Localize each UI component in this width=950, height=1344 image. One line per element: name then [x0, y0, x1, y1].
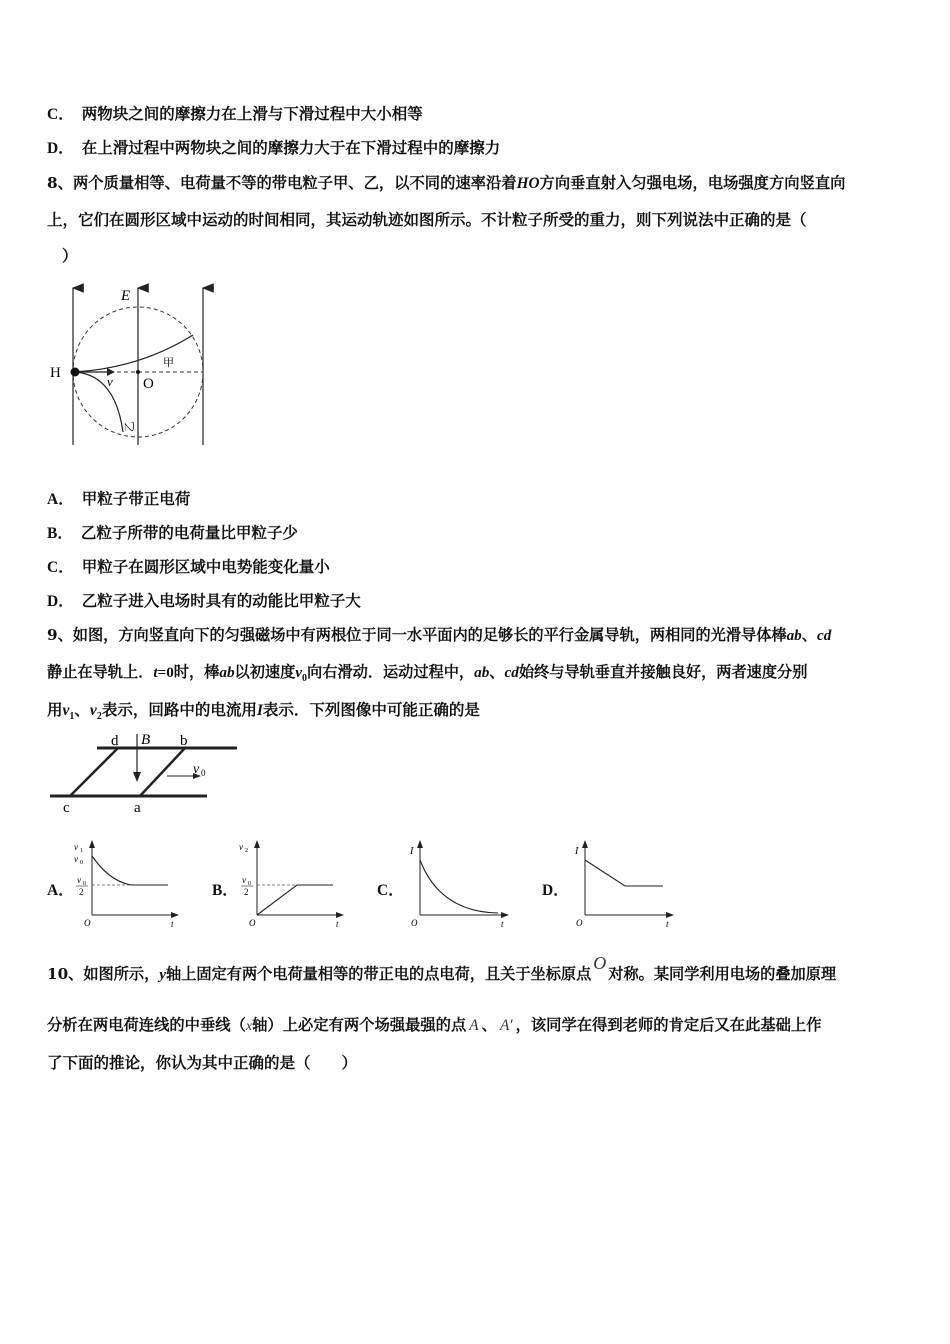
svg-text:v: v: [242, 875, 246, 885]
point-h: [71, 368, 80, 377]
label-v: v: [107, 374, 113, 389]
v2-curve: [257, 885, 333, 915]
label-jia: 甲: [163, 357, 174, 369]
svg-text:0: 0: [80, 860, 83, 866]
label-o: O: [143, 376, 154, 392]
label-v0: v: [193, 762, 200, 777]
q9-graph-d: [565, 840, 675, 928]
rod-ab: [140, 748, 185, 796]
svg-text:v: v: [239, 842, 243, 852]
q9-rails-svg: [45, 728, 245, 818]
q8-figure-svg: [45, 280, 215, 450]
q9-graph-c-letter: C．: [377, 882, 404, 899]
q8-figure: [45, 280, 215, 450]
svg-text:t: t: [666, 919, 669, 928]
q8-stem-line3: ）: [62, 246, 78, 265]
svg-text:0: 0: [248, 881, 251, 887]
q8-stem-line2: 上，它们在圆形区域中运动的时间相同，其运动轨迹如图所示。不计粒子所受的重力，则下列说法中正确的是（: [47, 210, 807, 229]
trajectory-yi: [75, 372, 123, 432]
label-b: b: [180, 733, 188, 749]
q9-rails-figure: [45, 728, 245, 818]
svg-text:2: 2: [245, 848, 248, 854]
q10-stem-line3: 了下面的推论，你认为其中正确的是（ ）: [47, 1053, 358, 1072]
v1-curve: [92, 856, 168, 885]
q9-graph-c-svg: [400, 840, 510, 928]
svg-text:2: 2: [244, 887, 249, 897]
q9-stem-line3: 用$v_1$、$v_2$表示，回路中的电流用I表示．下列图像中可能正确的是: [47, 700, 480, 723]
q9-graph-d-letter: D．: [542, 882, 569, 899]
svg-text:2: 2: [79, 887, 84, 897]
q8-stem-line1: 8、两个质量相等、电荷量不等的带电粒子甲、乙，以不同的速率沿着HO方向垂直射入匀强电场，电场强度方向竖直向: [47, 174, 846, 192]
q9-stem-line2: 静止在导轨上．t=0时，棒ab以初速度$v_0$向右滑动．运动过程中，ab、cd始终与导轨垂直并接触良好，两者速度分别: [47, 663, 808, 685]
label-h: H: [50, 365, 61, 381]
label-c: c: [63, 800, 70, 816]
label-d: d: [111, 733, 119, 749]
current-curve-c: [420, 860, 498, 913]
svg-text:1: 1: [80, 848, 83, 854]
q9-graph-a-letter: A．: [47, 882, 74, 899]
label-v0-sub: 0: [201, 768, 206, 778]
q8-option-a: A． 甲粒子带正电荷: [47, 489, 191, 508]
q9-graph-a-svg: [70, 840, 180, 928]
q7-option-c: C． 两物块之间的摩擦力在上滑与下滑过程中大小相等: [47, 104, 423, 123]
svg-text:v: v: [74, 842, 78, 852]
svg-text:I: I: [575, 846, 579, 857]
q9-graph-d-svg: [565, 840, 675, 928]
rod-cd: [70, 748, 118, 796]
point-o: [136, 370, 140, 374]
svg-text:O: O: [84, 918, 91, 928]
svg-text:v: v: [77, 875, 81, 885]
svg-text:t: t: [171, 919, 174, 928]
svg-text:v: v: [74, 854, 78, 864]
q8-option-c: C． 甲粒子在圆形区域中电势能变化量小: [47, 557, 330, 576]
trajectory-jia: [75, 335, 193, 372]
q9-graph-b-svg: [235, 840, 345, 928]
svg-text:O: O: [411, 918, 418, 928]
svg-text:I: I: [410, 846, 414, 857]
svg-text:O: O: [249, 918, 256, 928]
q9-graph-b-letter: B．: [212, 882, 238, 899]
label-a: a: [134, 800, 141, 816]
label-e: E: [121, 288, 131, 304]
svg-text:O: O: [576, 918, 583, 928]
label-yi: 乙: [124, 421, 136, 432]
current-curve-d: [585, 860, 663, 886]
svg-text:t: t: [336, 919, 339, 928]
q10-stem-line2: 分析在两电荷连线的中垂线（x轴）上必定有两个场强最强的点 A 、 A' ，该同学在得到老师的肯定后又在此基础上作: [47, 1016, 822, 1034]
q9-graph-b: [235, 840, 345, 928]
q8-option-d: D． 乙粒子进入电场时具有的动能比甲粒子大: [47, 591, 361, 610]
q8-option-b: B． 乙粒子所带的电荷量比甲粒子少: [47, 523, 298, 542]
q10-stem-line1: 10、如图所示，y轴上固定有两个电荷量相等的带正电的点电荷，且关于坐标原点O对称。某同学利用电场的叠加原理: [47, 953, 837, 983]
q7-option-d: D． 在上滑过程中两物块之间的摩擦力大于在下滑过程中的摩擦力: [47, 138, 501, 157]
svg-text:t: t: [501, 919, 504, 928]
q9-graph-c: [400, 840, 510, 928]
q9-graph-a: [70, 840, 180, 928]
svg-text:0: 0: [83, 881, 86, 887]
q9-stem-line1: 9、如图，方向竖直向下的匀强磁场中有两根位于同一水平面内的足够长的平行金属导轨，两相同的光滑导体棒ab、cd: [47, 626, 832, 644]
label-bfield: B: [141, 732, 151, 748]
